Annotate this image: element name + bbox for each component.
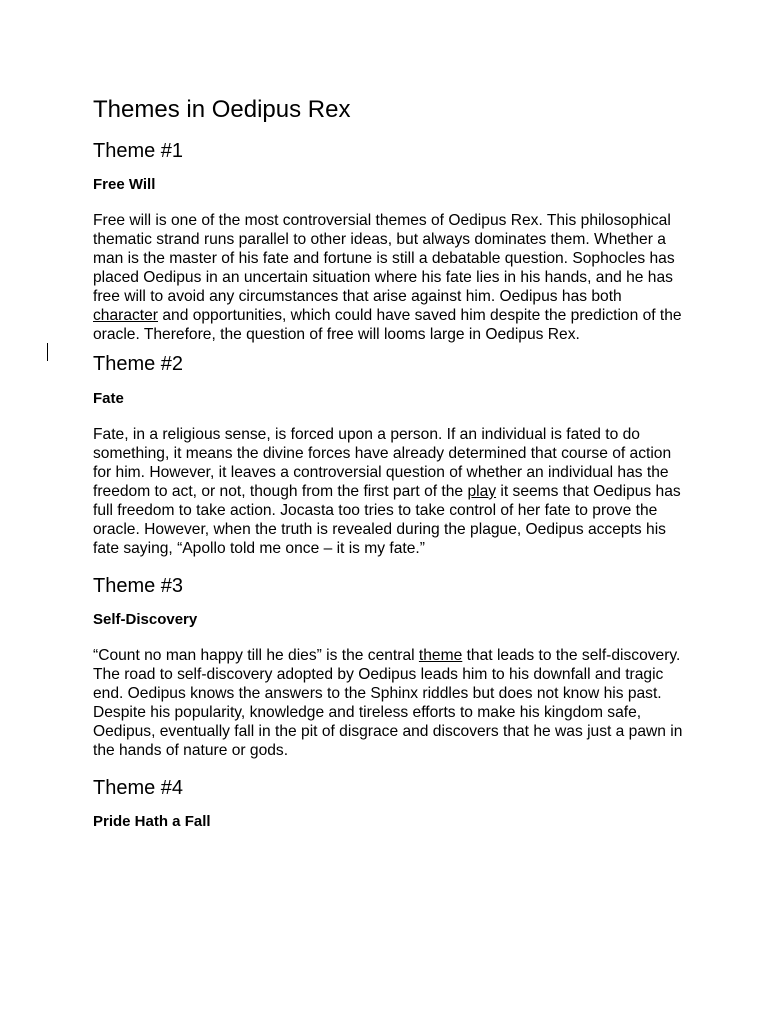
- theme-subheading: Fate: [93, 390, 124, 407]
- theme-heading: Theme #2: [93, 353, 184, 375]
- theme-paragraph: [93, 425, 683, 558]
- theme-section-3: [93, 572, 683, 760]
- theme-subheading: Pride Hath a Fall: [93, 813, 211, 830]
- play-link[interactable]: play: [467, 483, 497, 500]
- paragraph-text: and opportunities, which could have saved him despite the prediction of the oracle. Therefore, the question of free will looms large in Oedipus Rex.: [93, 307, 682, 343]
- theme-subheading: Self-Discovery: [93, 611, 198, 628]
- paragraph-text: that leads to the self-discovery. The road to self-discovery adopted by Oedipus leads him to his downfall and tragic end. Oedipus knows the answers to the Sphinx riddles but does not know his past. Despite his popularity, knowledge and tireless efforts to make his kingdom safe, Oedipus, eventually fall in the pit of disgrace and discovers that he was just a pawn in the hands of nature or gods.: [93, 647, 683, 759]
- document-title: Themes in Oedipus Rex: [93, 96, 351, 123]
- theme-section-1: [93, 137, 683, 344]
- theme-section-4: [93, 774, 683, 832]
- text-cursor: [47, 343, 48, 361]
- document-body: [93, 92, 683, 832]
- paragraph-text: Fate, in a religious sense, is forced upon a person. If an individual is fated to do something, it means the divine forces have already determined that course of action for him. However, it leaves a controversial question of whether an individual has the freedom to act, or not, though from the first part of the: [93, 426, 672, 500]
- theme-paragraph: [93, 211, 683, 344]
- paragraph-text: it seems that Oedipus has full freedom to take action. Jocasta too tries to take control of her fate to prove the oracle. However, when the truth is revealed during the plague, Oedipus accepts his fate saying, “Apollo told me once – it is my fate.”: [93, 483, 681, 557]
- theme-heading: Theme #3: [93, 575, 184, 597]
- character-link[interactable]: character: [93, 307, 159, 324]
- theme-heading: Theme #4: [93, 777, 184, 799]
- theme-paragraph: [93, 646, 683, 760]
- paragraph-text: “Count no man happy till he dies” is the central: [93, 647, 419, 664]
- theme-link[interactable]: theme: [418, 647, 463, 664]
- theme-heading: Theme #1: [93, 140, 184, 162]
- paragraph-text: Free will is one of the most controversial themes of Oedipus Rex. This philosophical thematic strand runs parallel to other ideas, but always dominates them. Whether a man is the master of his fate and fortune is still a debatable question. Sophocles has placed Oedipus in an uncertain situation where his fate lies in his hands, and he has free will to avoid any circumstances that arise against him. Oedipus has both: [93, 212, 675, 305]
- theme-section-2: [93, 350, 683, 558]
- theme-subheading: Free Will: [93, 176, 156, 193]
